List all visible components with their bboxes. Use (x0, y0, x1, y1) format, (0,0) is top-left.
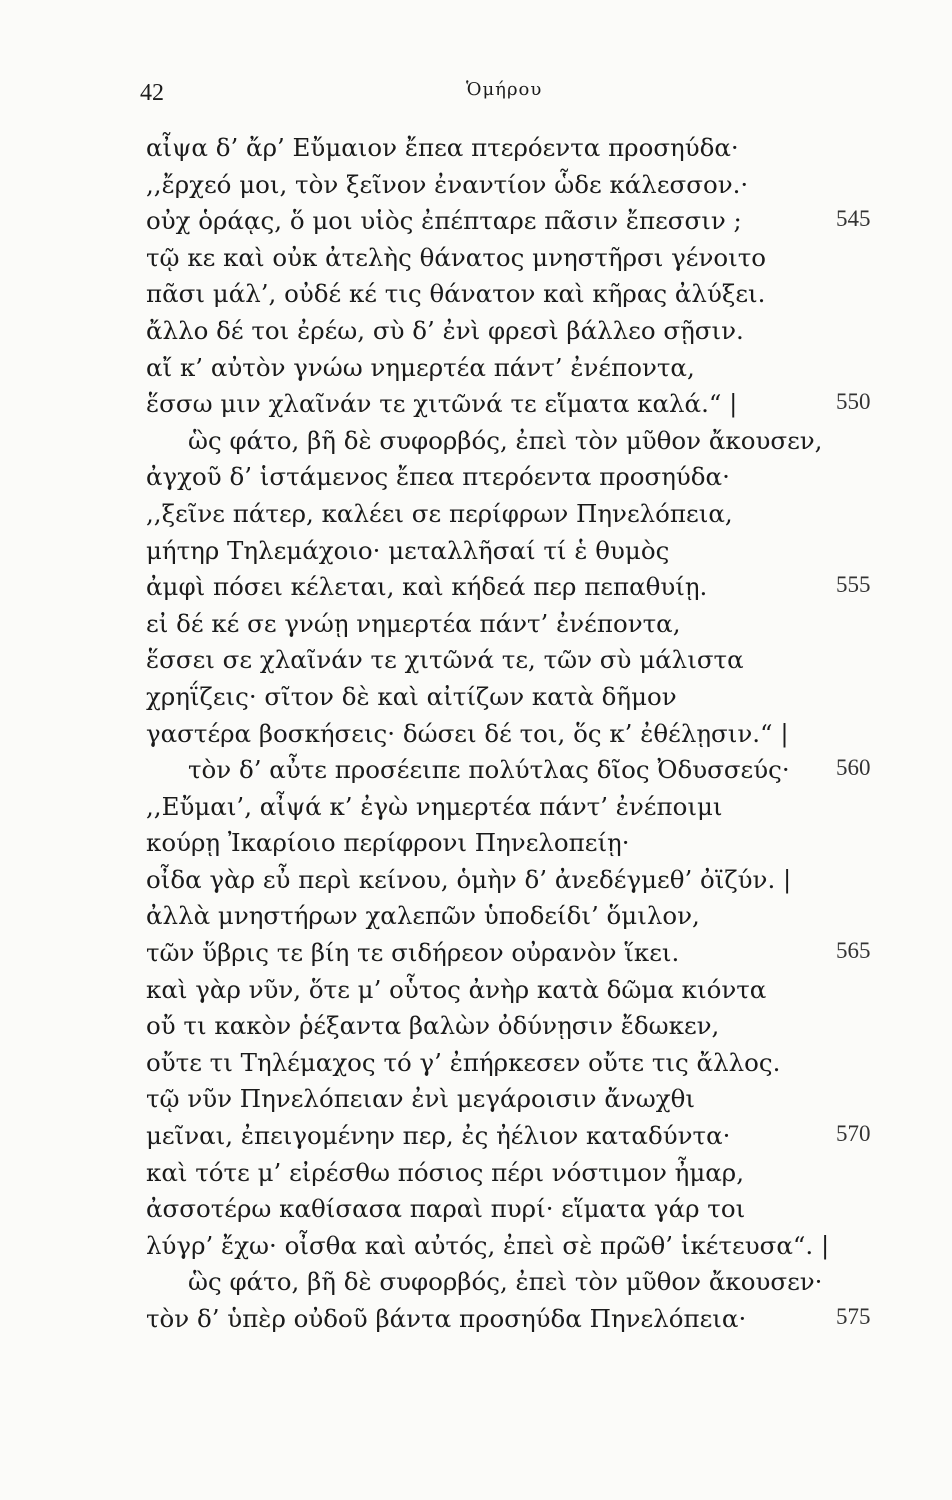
verse-line (146, 862, 916, 899)
verse-line (146, 167, 916, 204)
line-number: 560 (836, 755, 871, 781)
verse-line (146, 1264, 916, 1301)
verse-line (146, 752, 916, 789)
verse-line-text: ,,ἔρχεό μοι, τὸν ξεῖνον ἐναντίον ὧδε κάλεσσον.· (146, 169, 749, 199)
verse-line (146, 459, 916, 496)
verse-line-text: ἕσσω μιν χλαῖνάν τε χιτῶνά τε εἵματα καλά.“ | (146, 389, 738, 419)
verse-line-text: ,,Εὔμαι’, αἶψά κ’ ἐγὼ νημερτέα πάντ’ ἐνέποιμι (146, 791, 723, 821)
line-number: 575 (836, 1304, 871, 1329)
line-number: 570 (836, 1121, 871, 1147)
verse-line-text: ὣς φάτο, βῆ δὲ συφορβός, ἐπεὶ τὸν μῦθον ἄκουσεν· (188, 1267, 823, 1297)
verse-line-text: μεῖναι, ἐπειγομένην περ, ἐς ἠέλιον καταδύντα· (146, 1121, 731, 1151)
verse-line-text: ἀμφὶ πόσει κέλεται, καὶ κήδεά περ πεπαθυίῃ. (146, 572, 708, 602)
verse-line (146, 496, 916, 533)
verse-line (146, 935, 916, 972)
verse-line (146, 1301, 916, 1338)
verse-line (146, 972, 916, 1009)
verse-line (146, 1081, 916, 1118)
verse-line-text: ἀσσοτέρω καθίσασα παραὶ πυρί· εἵματα γάρ τοι (146, 1194, 746, 1224)
verse-line-text: τὸν δ’ ὑπὲρ οὐδοῦ βάντα προσηύδα Πηνελόπεια· (146, 1304, 747, 1333)
verse-line-text: λύγρ’ ἔχω· οἶσθα καὶ αὐτός, ἐπεὶ σὲ πρῶθ’ ἱκέτευσα“. | (146, 1230, 830, 1260)
verse-line-text: κούρῃ Ἰκαρίοιο περίφρονι Πηνελοπείῃ· (146, 828, 630, 858)
verse-line (146, 1045, 916, 1082)
verse-line (146, 789, 916, 826)
verse-line-text: μήτηρ Τηλεμάχοιο· μεταλλῆσαί τί ἑ θυμὸς (146, 535, 670, 565)
line-number: 565 (836, 938, 871, 964)
verse-line (146, 898, 916, 935)
verse-line (146, 1228, 916, 1265)
verse-line (146, 642, 916, 679)
verse-line-text: γαστέρα βοσκήσεις· δώσει δέ τοι, ὅς κ’ ἐθέλῃσιν.“ | (146, 718, 789, 748)
verse-line-text: αἴ κ’ αὐτὸν γνώω νημερτέα πάντ’ ἐνέποντα, (146, 352, 695, 382)
verse-line (146, 386, 916, 423)
running-head: Ὁμήρου (466, 79, 543, 100)
line-number: 550 (836, 389, 871, 415)
verse-line-text: καὶ τότε μ’ εἰρέσθω πόσιος πέρι νόστιμον ἦμαρ, (146, 1157, 744, 1187)
verse-line-text: ἀγχοῦ δ’ ἱστάμενος ἔπεα πτερόεντα προσηύδα· (146, 462, 730, 492)
verse-line (146, 423, 916, 460)
verse-line (146, 203, 916, 240)
verse-line-text: ἕσσει σε χλαῖνάν τε χιτῶνά τε, τῶν σὺ μάλιστα (146, 645, 744, 675)
verse-line (146, 1008, 916, 1045)
verse-line-text: οἶδα γὰρ εὖ περὶ κείνου, ὁμὴν δ’ ἀνεδέγμεθ’ ὀϊζύν. | (146, 864, 792, 894)
verse-line-text: τὸν δ’ αὖτε προσέειπε πολύτλας δῖος Ὀδυσσεύς· (188, 755, 790, 785)
verse-block (146, 130, 916, 1338)
verse-line (146, 679, 916, 716)
verse-line-text: ἀλλὰ μνηστήρων χαλεπῶν ὑποδείδι’ ὅμιλον, (146, 901, 700, 931)
verse-line-text: καὶ γὰρ νῦν, ὅτε μ’ οὗτος ἀνὴρ κατὰ δῶμα κιόντα (146, 974, 767, 1004)
verse-line (146, 1191, 916, 1228)
verse-line-text: οὔτε τι Τηλέμαχος τό γ’ ἐπήρκεσεν οὔτε τις ἄλλος. (146, 1047, 781, 1077)
verse-line-text: οὔ τι κακὸν ῥέξαντα βαλὼν ὀδύνῃσιν ἔδωκεν, (146, 1011, 720, 1041)
verse-line (146, 313, 916, 350)
verse-line (146, 350, 916, 387)
verse-line (146, 606, 916, 643)
verse-line-text: οὐχ ὁράᾳς, ὅ μοι υἱὸς ἐπέπταρε πᾶσιν ἔπεσσιν ; (146, 206, 742, 236)
verse-line-text: χρηΐζεις· σῖτον δὲ καὶ αἰτίζων κατὰ δῆμον (146, 681, 677, 711)
verse-line-text: τῷ κε καὶ οὐκ ἀτελὴς θάνατος μνηστῆρσι γένοιτο (146, 242, 767, 272)
verse-line (146, 1118, 916, 1155)
verse-line-text: εἰ δέ κέ σε γνώῃ νημερτέα πάντ’ ἐνέποντα, (146, 608, 681, 638)
verse-line (146, 240, 916, 277)
verse-line-text: αἶψα δ’ ἄρ’ Εὔμαιον ἔπεα πτερόεντα προσηύδα· (146, 133, 739, 162)
verse-line (146, 1155, 916, 1192)
line-number: 545 (836, 206, 871, 232)
verse-line (146, 533, 916, 570)
verse-line (146, 569, 916, 606)
line-number: 555 (836, 572, 871, 598)
verse-line-text: πᾶσι μάλ’, οὐδέ κέ τις θάνατον καὶ κῆρας ἀλύξει. (146, 279, 766, 309)
verse-line (146, 130, 916, 167)
page-number: 42 (140, 80, 164, 106)
verse-line (146, 825, 916, 862)
verse-line-text: τῶν ὕβρις τε βίη τε σιδήρεον οὐρανὸν ἵκει. (146, 938, 680, 968)
verse-line (146, 276, 916, 313)
verse-line-text: ἄλλο δέ τοι ἐρέω, σὺ δ’ ἐνὶ φρεσὶ βάλλεο σῇσιν. (146, 315, 744, 345)
verse-line (146, 716, 916, 753)
verse-line-text: τῷ νῦν Πηνελόπειαν ἐνὶ μεγάροισιν ἄνωχθι (146, 1084, 695, 1114)
verse-line-text: ,,ξεῖνε πάτερ, καλέει σε περίφρων Πηνελόπεια, (146, 498, 733, 528)
verse-line-text: ὣς φάτο, βῆ δὲ συφορβός, ἐπεὶ τὸν μῦθον ἄκουσεν, (188, 425, 823, 455)
